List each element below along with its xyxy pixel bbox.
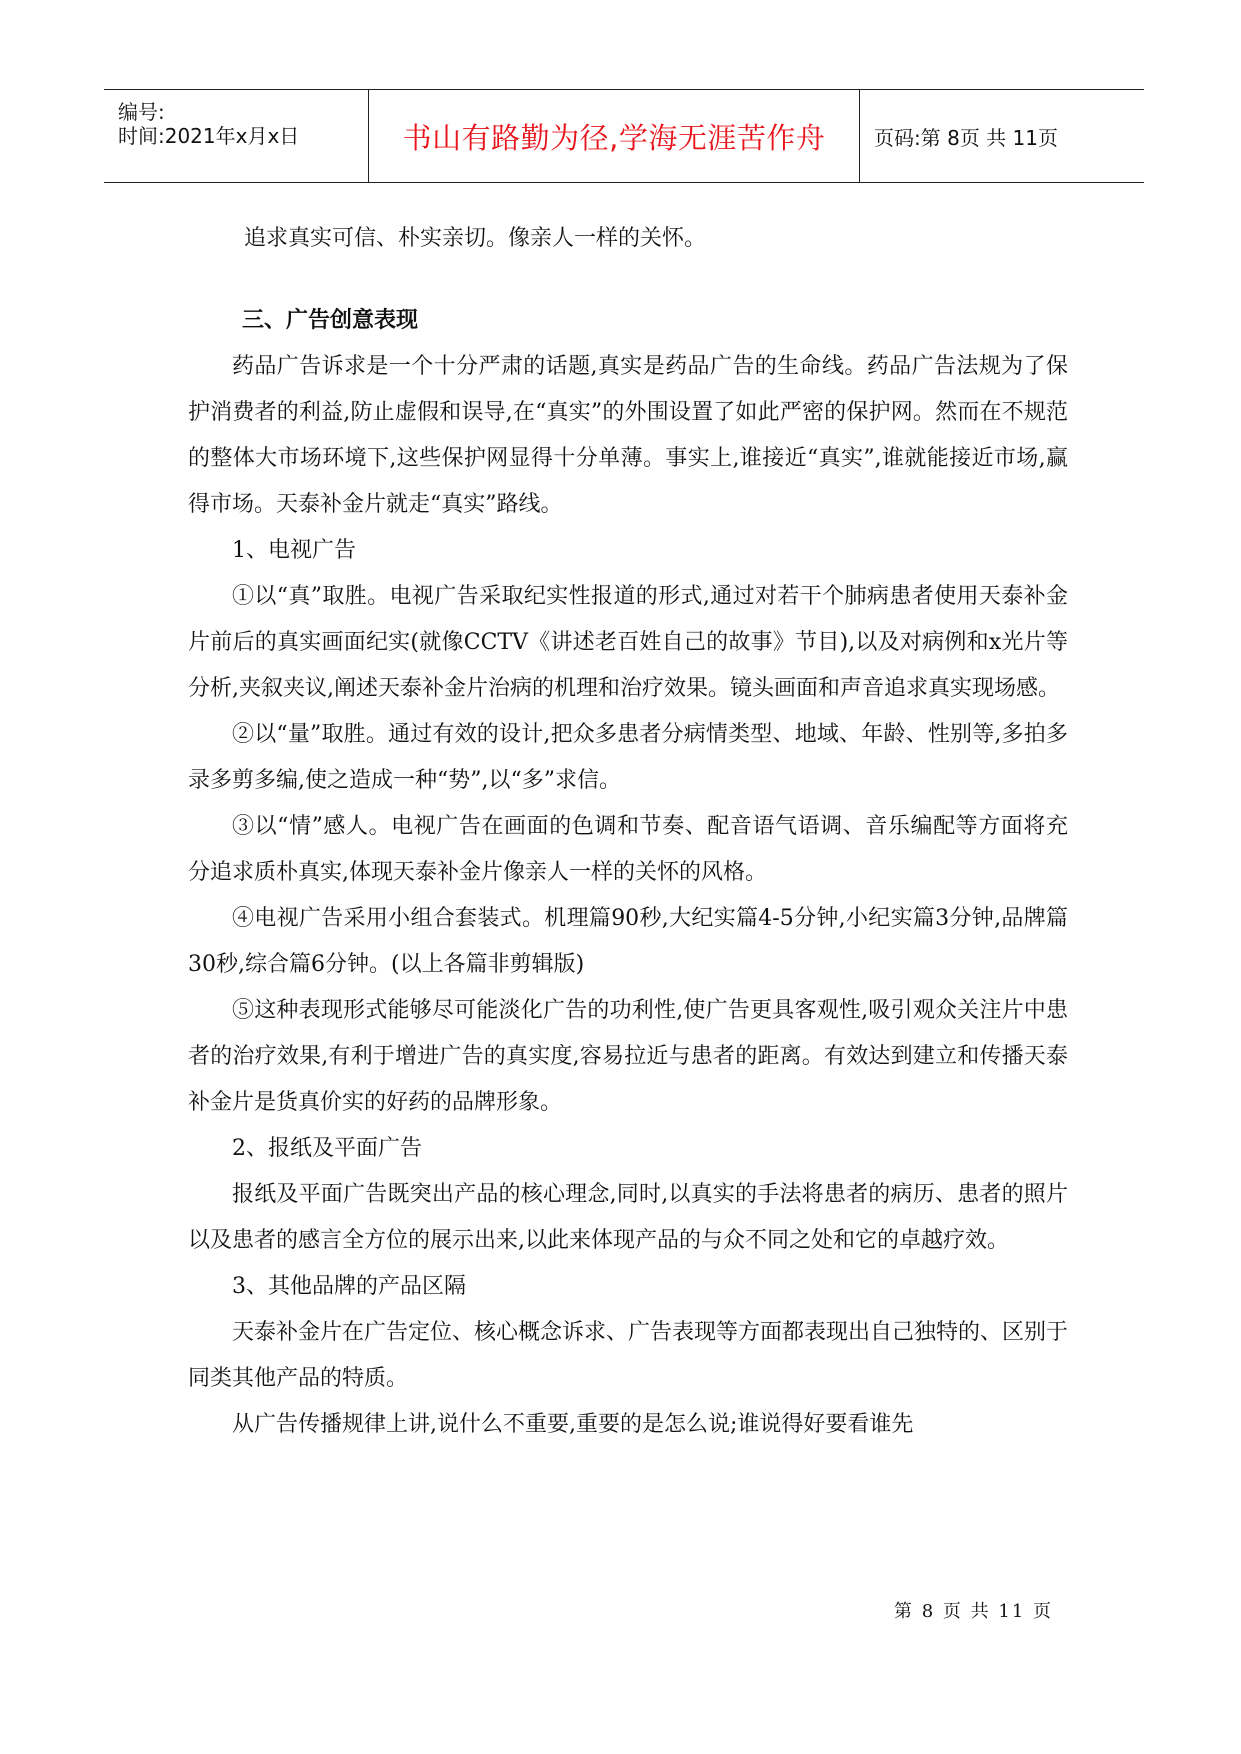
paragraph: ⑤这种表现形式能够尽可能淡化广告的功利性,使广告更具客观性,吸引观众关注片中患者的治疗效果,有利于增进广告的真实度,容易拉近与患者的距离。有效达到建立和传播天泰补金片是货真价实的好药的品牌形象。 bbox=[188, 998, 1068, 1115]
document-code-label: 编号: bbox=[118, 100, 165, 124]
paragraph: 药品广告诉求是一个十分严肃的话题,真实是药品广告的生命线。药品广告法规为了保护消费者的利益,防止虚假和误导,在“真实”的外围设置了如此严密的保护网。然而在不规范的整体大市场环境下,这些保护网显得十分单薄。事实上,谁接近“真实”,谁就能接近市场,赢得市场。天泰补金片就走“真实”路线。 bbox=[188, 354, 1068, 517]
paragraph: 从广告传播规律上讲,说什么不重要,重要的是怎么说;谁说得好要看谁先 bbox=[232, 1412, 914, 1437]
subheading-print-ads: 2、报纸及平面广告 bbox=[232, 1136, 422, 1161]
paragraph: 天泰补金片在广告定位、核心概念诉求、广告表现等方面都表现出自己独特的、区别于同类其他产品的特质。 bbox=[188, 1320, 1069, 1391]
header-page-number: 页码:第 8页 共 11页 bbox=[874, 125, 1058, 150]
subheading-brand-distinction: 3、其他品牌的产品区隔 bbox=[232, 1274, 466, 1299]
header-meta-cell bbox=[104, 90, 369, 182]
document-body bbox=[188, 216, 1068, 1448]
section-heading: 三、广告创意表现 bbox=[242, 308, 419, 333]
page-header bbox=[104, 89, 1144, 183]
page-footer-number: 第 8 页 共 11 页 bbox=[894, 1601, 1053, 1622]
paragraph: 报纸及平面广告既突出产品的核心理念,同时,以真实的手法将患者的病历、患者的照片以及患者的感言全方位的展示出来,以此来体现产品的与众不同之处和它的卓越疗效。 bbox=[188, 1182, 1068, 1253]
paragraph: ④电视广告采用小组合套装式。机理篇90秒,大纪实篇4-5分钟,小纪实篇3分钟,品牌篇30秒,综合篇6分钟。(以上各篇非剪辑版) bbox=[188, 906, 1068, 977]
paragraph: ②以“量”取胜。通过有效的设计,把众多患者分病情类型、地域、年龄、性别等,多拍多录多剪多编,使之造成一种“势”,以“多”求信。 bbox=[188, 722, 1068, 793]
document-time-label: 时间:2021年x月x日 bbox=[118, 124, 300, 148]
paragraph: ①以“真”取胜。电视广告采取纪实性报道的形式,通过对若干个肺病患者使用天泰补金片前后的真实画面纪实(就像CCTV《讲述老百姓自己的故事》节目),以及对病例和x光片等分析,夹叙夹议,阐述天泰补金片治病的机理和治疗效果。镜头画面和声音追求真实现场感。 bbox=[188, 584, 1068, 701]
subheading-tv-ads: 1、电视广告 bbox=[232, 538, 356, 563]
paragraph: ③以“情”感人。电视广告在画面的色调和节奏、配音语气语调、音乐编配等方面将充分追求质朴真实,体现天泰补金片像亲人一样的关怀的风格。 bbox=[188, 814, 1068, 885]
header-motto: 书山有路勤为径,学海无涯苦作舟 bbox=[369, 90, 860, 182]
lead-line: 追求真实可信、朴实亲切。像亲人一样的关怀。 bbox=[244, 226, 707, 251]
